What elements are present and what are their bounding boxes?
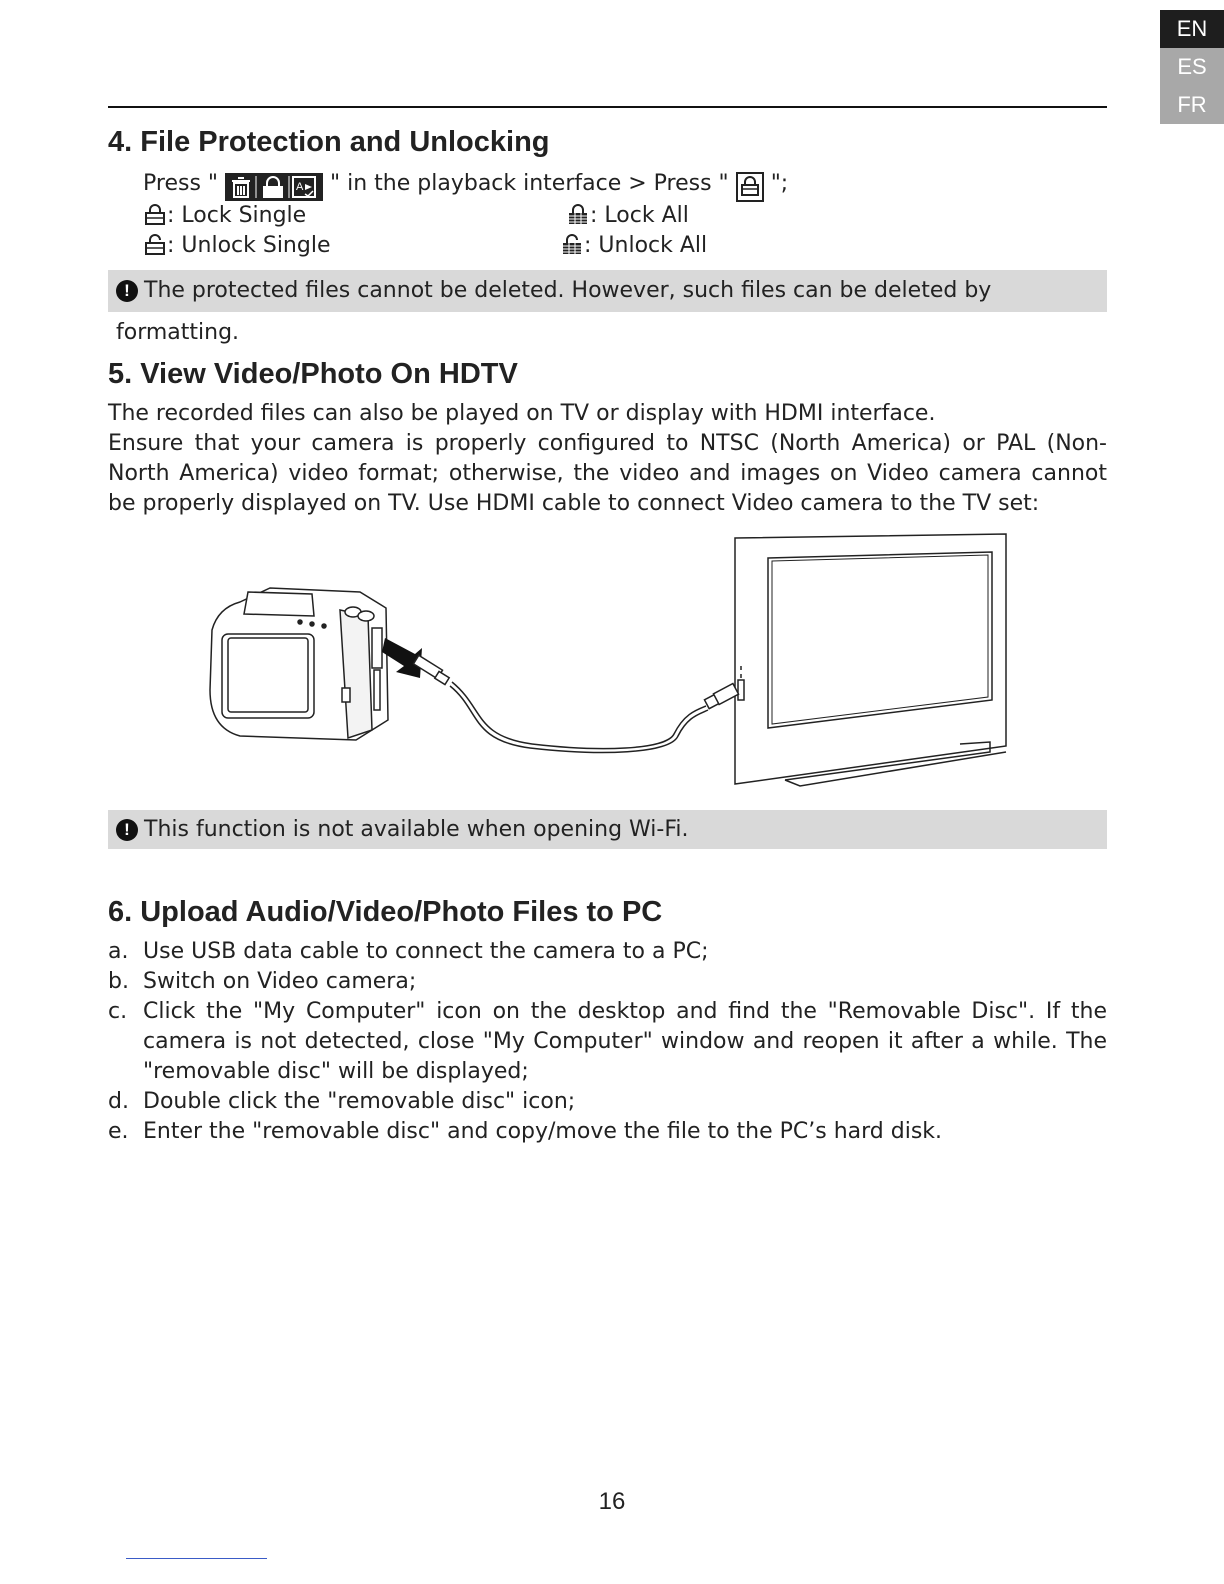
lock-all-icon [566, 202, 590, 226]
protection-note [108, 270, 1107, 345]
hdmi-connection-illustration [200, 530, 1020, 790]
step-marker: d. [108, 1089, 129, 1114]
step-text: Double click the "removable disc" icon; [143, 1089, 576, 1114]
protection-instruction [143, 169, 788, 202]
lock-icon [264, 177, 282, 197]
step-text: Enter the "removable disc" and copy/move the file to the PC’s hard disk. [143, 1119, 943, 1144]
option-unlock-all [560, 231, 707, 261]
exclamation-icon: ! [116, 280, 138, 302]
instruction-prefix: Press " [143, 171, 219, 196]
list-item [108, 1087, 1107, 1117]
wifi-note-text: This function is not available when opening Wi-Fi. [144, 817, 689, 842]
section-5-title: 5. View Video/Photo On HDTV [108, 358, 518, 390]
section-6-title: 6. Upload Audio/Video/Photo Files to PC [108, 896, 663, 928]
playback-button-group [225, 173, 323, 201]
list-item [108, 967, 1107, 997]
lang-tab-en[interactable]: EN [1160, 10, 1224, 48]
footer-link-underline [126, 1558, 267, 1559]
step-marker: c. [108, 999, 128, 1024]
section-4-title: 4. File Protection and Unlocking [108, 126, 550, 158]
lock-icon [143, 202, 167, 226]
insert-arrow-icon [382, 638, 422, 678]
option-unlock-single [143, 231, 331, 261]
list-item [108, 1117, 1107, 1147]
auto-rotate-label: A [296, 181, 304, 193]
step-text: Click the "My Computer" icon on the desktop and find the "Removable Disc". If the camera is not detected, close "My Computer" window and reopen it after a while. The "removable disc" will be displayed; [143, 999, 1107, 1084]
protect-button [736, 172, 764, 202]
option-lock-single [143, 201, 306, 231]
unlock-all-icon [560, 232, 584, 256]
list-item [108, 997, 1107, 1087]
camera-illustration [210, 588, 388, 740]
list-item [108, 937, 1107, 967]
header-rule [108, 106, 1107, 108]
lock-icon [739, 174, 761, 198]
lang-tab-fr[interactable]: FR [1160, 86, 1224, 124]
lock-single-label: : Lock Single [167, 203, 307, 228]
step-text: Switch on Video camera; [143, 969, 417, 994]
lang-tab-es[interactable]: ES [1160, 48, 1224, 86]
unlock-single-label: : Unlock Single [167, 233, 331, 258]
trash-icon [232, 178, 250, 197]
tv-illustration [735, 534, 1006, 786]
language-tabs [1160, 10, 1224, 124]
step-marker: b. [108, 969, 129, 994]
step-marker: a. [108, 939, 129, 964]
unlock-icon [143, 232, 167, 256]
instruction-middle: " in the playback interface > Press " [330, 171, 729, 196]
instruction-suffix: "; [770, 171, 789, 196]
option-lock-all [566, 201, 689, 231]
hdtv-paragraph-2: Ensure that your camera is properly configured to NTSC (North America) or PAL (Non-North America) video format; otherwise, the video and images on Video camera cannot be properly displayed on TV. Use HDMI cable to connect Video camera to the TV set: [108, 431, 1107, 516]
page-number: 16 [598, 1488, 626, 1515]
upload-steps-list [108, 937, 1107, 1147]
hdtv-paragraph-1: The recorded files can also be played on TV or display with HDMI interface. [108, 401, 936, 426]
exclamation-icon: ! [116, 819, 138, 841]
lock-all-label: : Lock All [590, 203, 689, 228]
step-text: Use USB data cable to connect the camera to a PC; [143, 939, 709, 964]
step-marker: e. [108, 1119, 129, 1144]
wifi-note [108, 810, 1107, 849]
hdtv-description [108, 399, 1107, 519]
protection-note-text: The protected files cannot be deleted. However, such files can be deleted by formatting. [116, 278, 992, 345]
auto-rotate-icon [293, 177, 315, 197]
unlock-all-label: : Unlock All [584, 233, 708, 258]
hdmi-cable [413, 655, 738, 752]
